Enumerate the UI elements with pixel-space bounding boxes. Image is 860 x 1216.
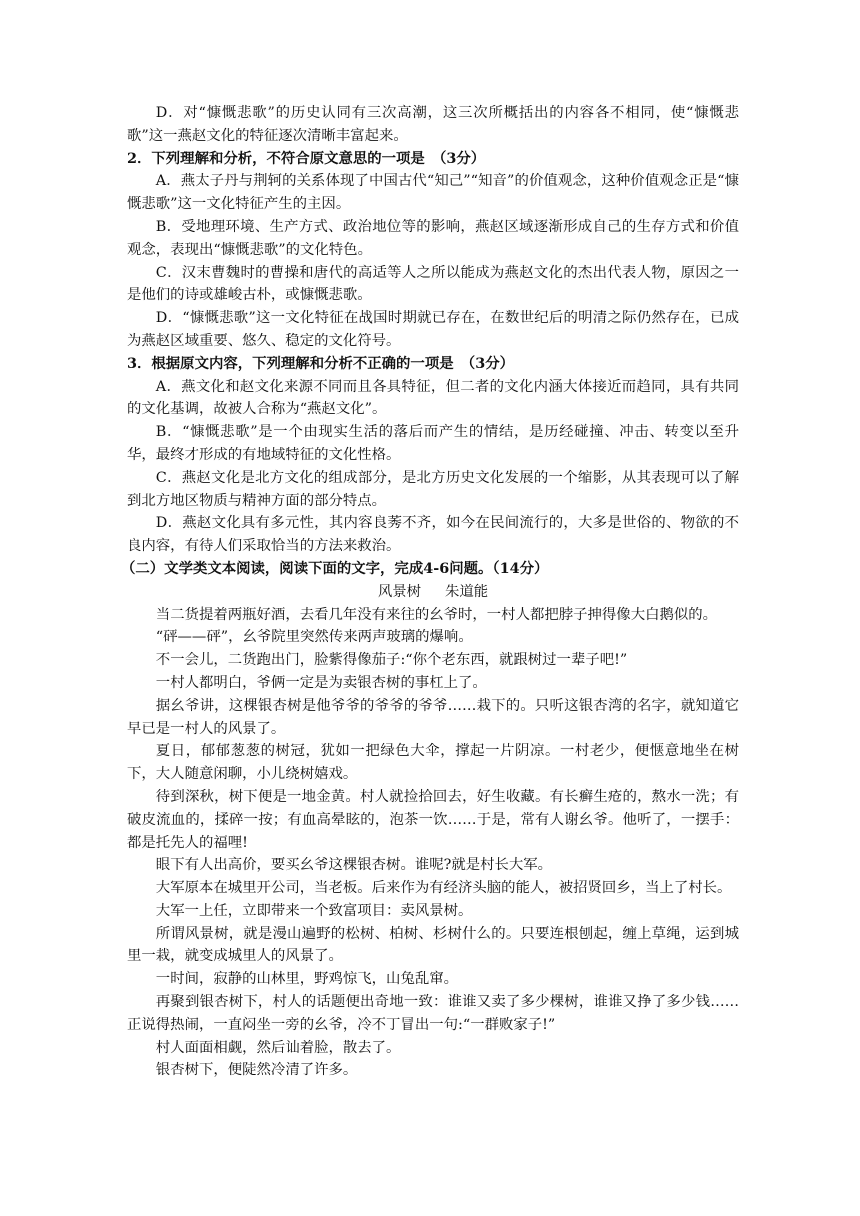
q3-option-c: C．燕赵文化是北方文化的组成部分，是北方历史文化发展的一个缩影，从其表现可以了解到北方地区物质与精神方面的部分特点。 <box>127 469 739 509</box>
story-paragraph: 一时间，寂静的山林里，野鸡惊飞，山兔乱窜。 <box>155 971 459 988</box>
story-author: 朱道能 <box>445 583 489 600</box>
story-paragraph: “砰——砰”，幺爷院里突然传来两声玻璃的爆响。 <box>155 629 473 646</box>
story-title-line <box>127 581 739 604</box>
story-paragraph: 当二货提着两瓶好酒，去看几年没有来往的幺爷时，一村人都把脖子抻得像大白鹅似的。 <box>155 606 718 623</box>
story-paragraph: 眼下有人出高价，要买幺爷这棵银杏树。谁呢?就是村长大军。 <box>155 857 553 874</box>
story-body <box>127 604 739 1083</box>
q2-option-a: A．燕太子丹与荆轲的关系体现了中国古代“知己”“知音”的价值观念，这种价值观念正是“慷慨悲歌”这一文化特征产生的主因。 <box>127 173 739 213</box>
story-paragraph: 大军一上任，立即带来一个致富项目：卖风景树。 <box>155 902 473 919</box>
story-paragraph: 再聚到银杏树下，村人的话题便出奇地一致：谁谁又卖了多少棵树，谁谁又挣了多少钱……正说得热闹，一直闷坐一旁的幺爷，冷不丁冒出一句:“一群败家子!” <box>127 994 739 1033</box>
story-paragraph: 不一会儿，二货跑出门，脸紫得像茄子:“你个老东西，就跟树过一辈子吧!” <box>155 652 628 669</box>
story-title: 风景树 <box>377 583 421 600</box>
story-paragraph: 夏日，郁郁葱葱的树冠，犹如一把绿色大伞，撑起一片阴凉。一村老少，便惬意地坐在树下，大人随意闲聊，小儿绕树嬉戏。 <box>127 743 739 783</box>
q3-option-d: D．燕赵文化具有多元性，其内容良莠不齐，如今在民间流行的，大多是世俗的、物欲的不良内容，有待人们采取恰当的方法来救治。 <box>127 515 739 555</box>
q3-stem: 3．根据原文内容，下列理解和分析不正确的一项是 （3分） <box>127 354 514 372</box>
q2-stem: 2．下列理解和分析，不符合原文意思的一项是 （3分） <box>127 149 486 167</box>
story-paragraph: 大军原本在城里开公司，当老板。后来作为有经济头脑的能人，被招贤回乡，当上了村长。 <box>155 880 732 897</box>
story-paragraph: 待到深秋，树下便是一地金黄。村人就捡拾回去，好生收藏。有长癣生疮的，熬水一洗；有破皮流血的，揉碎一按；有血高晕眩的，泡茶一饮……于是，常有人谢幺爷。他听了，一摆手：都是托先人的福哩! <box>127 788 739 851</box>
section-heading: （二）文学类文本阅读，阅读下面的文字，完成4-6问题。（14分） <box>121 559 549 577</box>
q1-option-d: D．对“慷慨悲歌”的历史认同有三次高潮，这三次所概括出的内容各不相同，使“慷慨悲歌”这一燕赵文化的特征逐次清晰丰富起来。 <box>127 105 739 144</box>
q3-option-b: B．“慷慨悲歌”是一个由现实生活的落后而产生的情结，是历经碰撞、冲击、转变以至升华，最终才形成的有地域特征的文化性格。 <box>127 424 739 463</box>
story-paragraph: 银杏树下，便陡然冷清了许多。 <box>155 1062 358 1079</box>
document-page <box>121 102 739 1082</box>
q2-option-c: C．汉末曹魏时的曹操和唐代的高适等人之所以能成为燕赵文化的杰出代表人物，原因之一是他们的诗或雄峻古朴，或慷慨悲歌。 <box>127 264 739 304</box>
q2-option-d: D．“慷慨悲歌”这一文化特征在战国时期就已存在，在数世纪后的明清之际仍然存在，已成为燕赵区域重要、悠久、稳定的文化符号。 <box>127 310 739 349</box>
q3-option-a: A．燕文化和赵文化来源不同而且各具特征，但二者的文化内涵大体接近而趋同，具有共同的文化基调，故被人合称为“燕赵文化”。 <box>127 378 739 418</box>
story-paragraph: 一村人都明白，爷俩一定是为卖银杏树的事杠上了。 <box>155 674 487 691</box>
q2-option-b: B．受地理环境、生产方式、政治地位等的影响，燕赵区域逐渐形成自己的生存方式和价值观念，表现出“慷慨悲歌”的文化特色。 <box>127 218 739 258</box>
story-paragraph: 村人面面相觑，然后讪着脸，散去了。 <box>155 1039 401 1056</box>
story-paragraph: 据幺爷讲，这棵银杏树是他爷爷的爷爷的爷爷……栽下的。只听这银杏湾的名字，就知道它早已是一村人的风景了。 <box>127 697 739 737</box>
story-paragraph: 所谓风景树，就是漫山遍野的松树、柏树、杉树什么的。只要连根刨起，缠上草绳，运到城里一栽，就变成城里人的风景了。 <box>127 925 739 965</box>
